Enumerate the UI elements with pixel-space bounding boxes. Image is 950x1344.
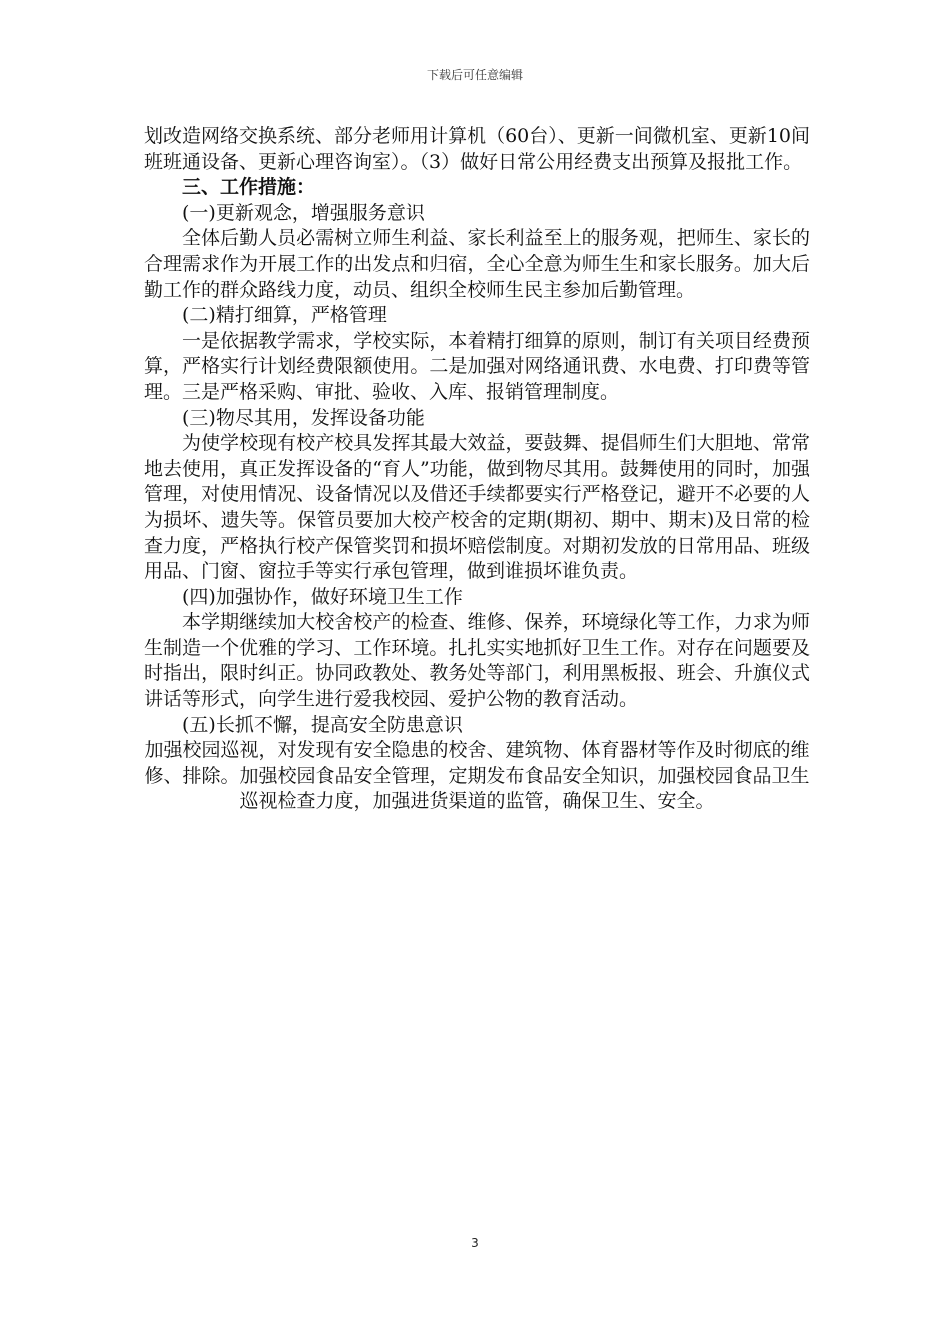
document-body [144,124,810,815]
subsection-text-1: 全体后勤人员必需树立师生利益、家长利益至上的服务观，把师生、家长的合理需求作为开展工作的出发点和归宿，全心全意为师生生和家长服务。加大后勤工作的群众路线力度，动员、组织全校师生民主参加后勤管理。 [144,227,810,301]
subsection-title-5: (五)长抓不懈，提高安全防患意识 [182,713,463,736]
subsection-text-4: 本学期继续加大校舍校产的检查、维修、保养，环境绿化等工作，力求为师生制造一个优雅的学习、工作环境。扎扎实实地抓好卫生工作。对存在问题要及时指出，限时纠正。协同政教处、教务处等部门，利用黑板报、班会、升旗仪式讲话等形式，向学生进行爱我校园、爱护公物的教育活动。 [144,611,810,711]
subsection-title-2: (二)精打细算，严格管理 [182,304,387,327]
subsection-text-3: 为使学校现有校产校具发挥其最大效益，要鼓舞、提倡师生们大胆地、常常地去使用，真正发挥设备的“育人”功能，做到物尽其用。鼓舞使用的同时，加强管理，对使用情况、设备情况以及借还手续都要实行严格登记，避开不必要的人为损坏、遗失等。保管员要加大校产校舍的定期(期初、期中、期末)及日常的检查力度，严格执行校产保管奖罚和损坏赔偿制度。对期初发放的日常用品、班级用品、门窗、窗拉手等实行承包管理，做到谁损坏谁负责。 [144,432,810,583]
subsection-text-5: 加强校园巡视，对发现有安全隐患的校舍、建筑物、体育器材等作及时彻底的维修、排除。加强校园食品安全管理，定期发布食品安全知识，加强校园食品卫生巡视检查力度，加强进货渠道的监管，确保卫生、安全。 [144,739,810,813]
section-heading-measures: 三、工作措施： [182,176,316,199]
paragraph-continued: 划改造网络交换系统、部分老师用计算机（60台）、更新一间微机室、更新10间班班通设备、更新心理咨询室）。（3）做好日常公用经费支出预算及报批工作。 [144,125,810,173]
subsection-title-4: (四)加强协作，做好环境卫生工作 [182,585,463,608]
subsection-text-2: 一是依据教学需求，学校实际，本着精打细算的原则，制订有关项目经费预算，严格实行计划经费限额使用。二是加强对网络通讯费、水电费、打印费等管理。三是严格采购、审批、验收、入库、报销管理制度。 [144,329,810,403]
page-header: 下载后可任意编辑 [426,68,523,82]
subsection-title-1: (一)更新观念，增强服务意识 [182,201,425,224]
subsection-title-3: (三)物尽其用，发挥设备功能 [182,406,425,429]
page-number: 3 [471,1236,479,1250]
